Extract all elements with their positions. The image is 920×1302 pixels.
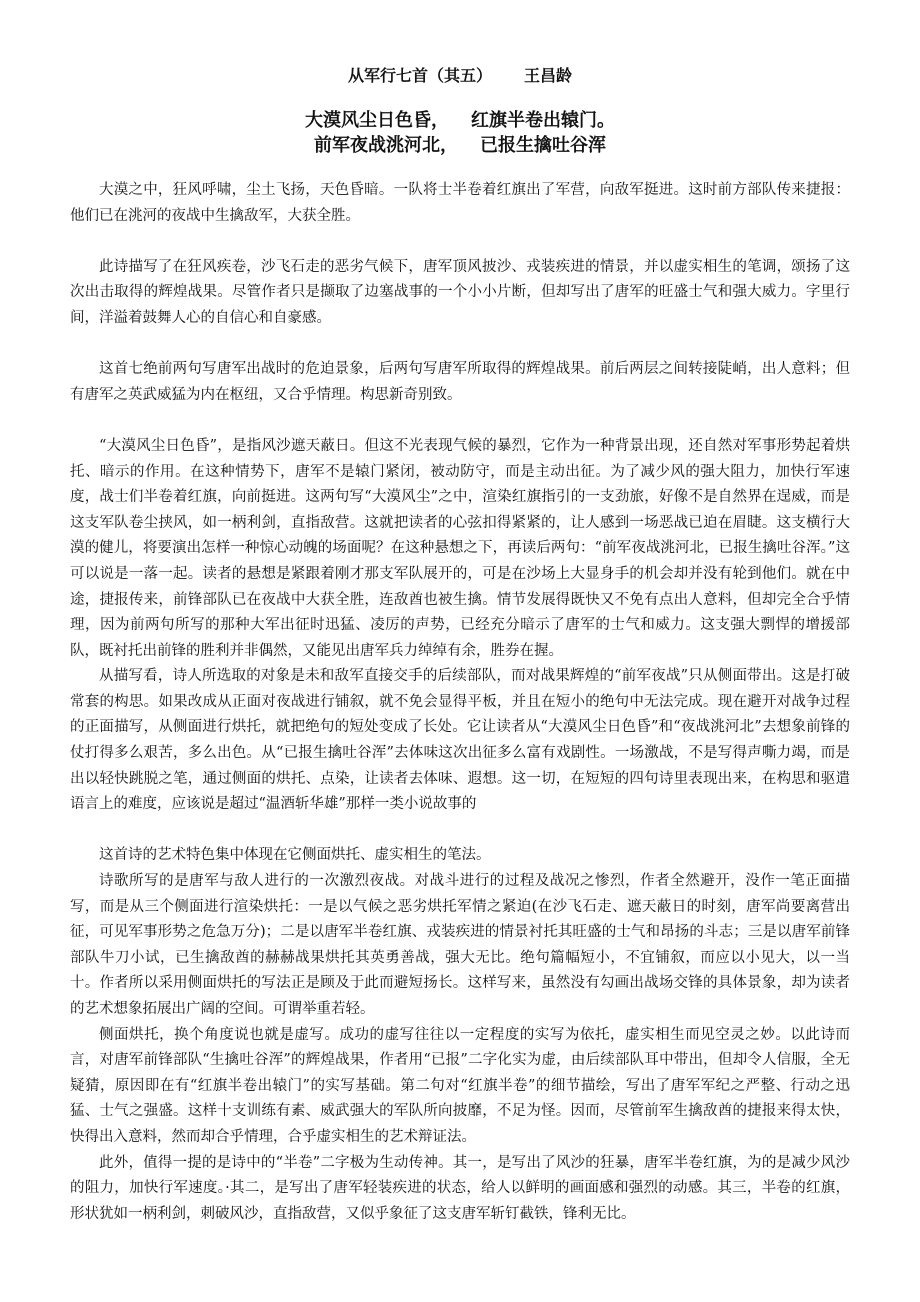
- paragraph-art-3: 此外，值得一提的是诗中的“半卷”二字极为生动传神。其一，是写出了风沙的狂暴，唐军半卷红旗，为的是减少风沙的阻力，加快行军速度。·其二，是写出了唐军轻装疾进的状态，给人以鲜明的画面感和强烈的动感。其三，半卷的红旗，形状犹如一柄利剑，刺破风沙，直指敌营，又似乎象征了这支唐军斩钉截铁，锋利无比。: [70, 1154, 850, 1222]
- title-text: 从军行七首（其五）: [347, 66, 492, 85]
- paragraph-art-1: 诗歌所写的是唐军与敌人进行的一次激烈夜战。对战斗进行的过程及战况之惨烈，作者全然避开，没作一笔正面描写，而是从三个侧面进行渲染烘托：一是以气候之恶劣烘托军情之紧迫(在沙飞石走、遮天蔽日的时刻，唐军尚要离营出征，可见军事形势之危急万分)；二是以唐军半卷红旗、戎装疾进的情景衬托其旺盛的士气和昂扬的斗志；三是以唐军前锋部队牛刀小试，已生擒敌酋的赫赫战果烘托其英勇善战，强大无比。绝句篇幅短小，不宜铺叙，而应以小见大，以一当十。作者所以采用侧面烘托的写法正是顾及于此而避短扬长。这样写来，虽然没有勾画出战场交锋的具体景象，却为读者的艺术想象拓展出广阔的空间。可谓举重若轻。: [70, 873, 850, 1017]
- poem-title: [0, 63, 920, 86]
- verse-1b: 红旗半卷出辕门。: [471, 110, 615, 131]
- paragraph-art-intro: 这首诗的艺术特色集中体现在它侧面烘托、虚实相生的笔法。: [99, 847, 491, 864]
- verse-1a: 大漠风尘日色昏，: [305, 110, 449, 131]
- paragraph-summary: 此诗描写了在狂风疾卷，沙飞石走的恶劣气候下，唐军顶风披沙、戎装疾进的情景，并以虚实相生的笔调，颂扬了这次出击取得的辉煌战果。尽管作者只是撷取了边塞战事的一个小小片断，但却写出了唐军的旺盛士气和强大威力。字里行间，洋溢着鼓舞人心的自信心和自豪感。: [70, 258, 850, 326]
- paragraph-structure: 这首七绝前两句写唐军出战时的危迫景象，后两句写唐军所取得的辉煌战果。前后两层之间转接陡峭，出人意料；但有唐军之英武威猛为内在枢纽，又合乎情理。构思新奇别致。: [70, 361, 850, 403]
- paragraph-art-2: 侧面烘托，换个角度说也就是虚写。成功的虚写往往以一定程度的实写为依托，虚实相生而见空灵之妙。以此诗而言，对唐军前锋部队“生擒吐谷浑”的辉煌战果，作者用“已报”二字化实为虚，由后续部队耳中带出，但却令人信服，全无疑猜，原因即在有“红旗半卷出辕门”的实写基础。第二句对“红旗半卷”的细节描绘，写出了唐军军纪之严整、行动之迅猛、士气之强盛。这样十支训练有素、威武强大的军队所向披靡，不足为怪。因而，尽管前军生擒敌酋的捷报来得太快，快得出入意料，然而却合乎情理，合乎虚实相生的艺术辩证法。: [70, 1026, 850, 1145]
- poem-verses: [0, 108, 920, 158]
- verse-line-2: [0, 133, 920, 158]
- paragraph-translation: 大漠之中，狂风呼啸，尘土飞扬，天色昏暗。一队将士半卷着红旗出了军营，向敌军挺进。这时前方部队传来捷报：他们已在洮河的夜战中生擒敌军，大获全胜。: [70, 182, 850, 224]
- paragraph-analysis-1: “大漠风尘日色昏”，是指风沙遮天蔽日。但这不光表现气候的暴烈，它作为一种背景出现，还自然对军事形势起着烘托、暗示的作用。在这种情势下，唐军不是辕门紧闭，被动防守，而是主动出征。为了减少风的强大阻力，加快行军速度，战士们半卷着红旗，向前挺进。这两句写“大漠风尘”之中，渲染红旗指引的一支劲旅，好像不是自然界在逞威，而是这支军队卷尘挟风，如一柄利剑，直指敌营。这就把读者的心弦扣得紧紧的，让人感到一场恶战已迫在眉睫。这支横行大漠的健儿，将要演出怎样一种惊心动魄的场面呢？在这种悬想之下，再读后两句：“前军夜战洮河北，已报生擒吐谷浑。”这可以说是一落一起。读者的悬想是紧跟着刚才那支军队展开的，可是在沙场上大显身手的机会却并没有轮到他们。就在中途，捷报传来，前锋部队已在夜战中大获全胜，连敌酋也被生擒。情节发展得既快又不免有点出人意料，但却完全合乎情理，因为前两句所写的那种大军出征时迅猛、凌厉的声势，已经充分暗示了唐军的士气和威力。这支强大剽悍的增援部队，既衬托出前锋的胜利并非偶然，又能见出唐军兵力绰绰有余，胜券在握。: [70, 437, 850, 659]
- commentary: [70, 178, 850, 1227]
- verse-2a: 前军夜战洮河北，: [314, 135, 458, 156]
- paragraph-analysis-2: 从描写看，诗人所选取的对象是未和敌军直接交手的后续部队，而对战果辉煌的“前军夜战”只从侧面带出。这是打破常套的构思。如果改成从正面对夜战进行铺叙，就不免会显得平板，并且在短小的绝句中无法完成。现在避开对战争过程的正面描写，从侧面进行烘托，就把绝句的短处变成了长处。它让读者从“大漠风尘日色昏”和“夜战洮河北”去想象前锋的仗打得多么艰苦，多么出色。从“已报生擒吐谷浑”去体味这次出征多么富有戏剧性。一场激战，不是写得声嘶力竭，而是出以轻快跳脱之笔，通过侧面的烘托、点染，让读者去体味、遐想。这一切，在短短的四句诗里表现出来，在构思和驱遣语言上的难度，应该说是超过“温酒斩华雄”那样一类小说故事的: [70, 668, 850, 813]
- verse-line-1: [0, 108, 920, 133]
- author-name: 王昌龄: [524, 66, 573, 85]
- verse-2b: 已报生擒吐谷浑: [480, 135, 606, 156]
